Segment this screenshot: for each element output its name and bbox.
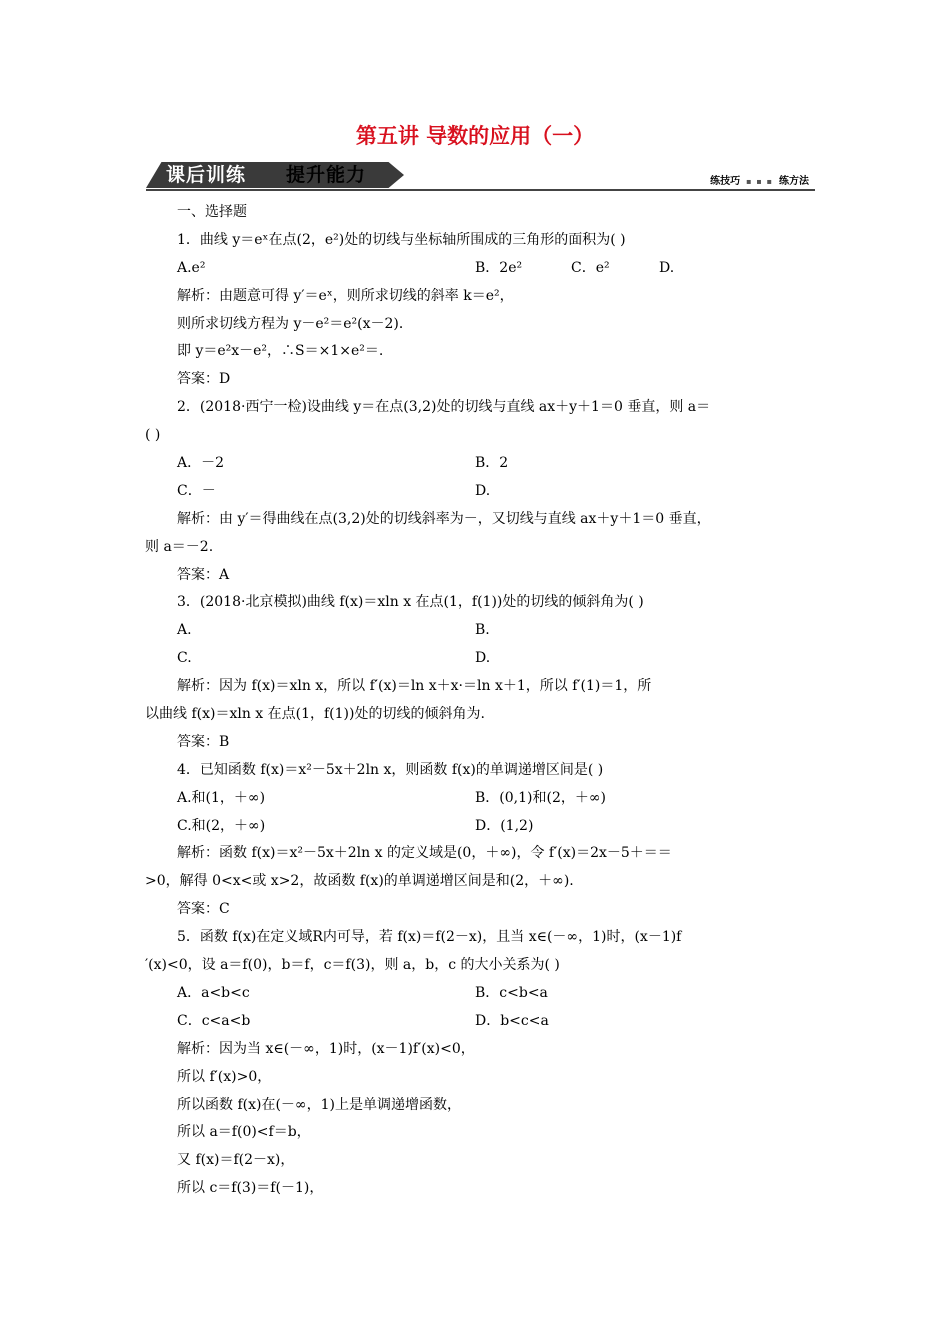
text-line: 1．曲线 y＝eˣ在点(2，e²)处的切线与坐标轴所围成的三角形的面积为( ) [177, 231, 626, 248]
banner-label: 课后训练 [166, 164, 247, 186]
option-choice: D. [659, 259, 675, 276]
text-line: 所以 c＝f(3)＝f(－1)， [177, 1180, 324, 1197]
text-line: 解析：因为当 x∈(－∞，1)时，(x－1)f′(x)<0， [177, 1040, 475, 1057]
option-choice: A．a<b<c [177, 984, 250, 1001]
option-choice: B. [475, 622, 490, 639]
option-row [145, 785, 815, 813]
text-line: 5．函数 f(x)在定义域R内可导，若 f(x)＝f(2－x)，且当 x∈(－∞，1)时，(x－1)f [177, 929, 682, 946]
text-line: 即 y＝e²x－e²，∴S＝×1×e²＝. [177, 343, 384, 360]
option-choice: C.和(2，＋∞) [177, 817, 266, 834]
option-choice: A. [177, 622, 192, 639]
option-choice: B．(0,1)和(2，＋∞) [475, 789, 606, 806]
page-title: 第五讲 导数的应用（一） [355, 124, 595, 148]
option-choice: C．e² [571, 259, 610, 276]
banner-motto-right: 练方法 [779, 176, 809, 187]
option-choice: B．2e² [475, 259, 523, 276]
text-line: 解析：由题意可得 y′＝eˣ，则所求切线的斜率 k＝e²， [177, 287, 514, 304]
text-line: 3．(2018·北京模拟)曲线 f(x)＝xln x 在点(1，f(1))处的切线的倾斜角为( ) [177, 594, 644, 611]
option-row [145, 478, 815, 506]
option-choice: D. [475, 482, 491, 499]
option-row [145, 645, 815, 673]
option-row [145, 1008, 815, 1036]
option-choice: C．c<a<b [177, 1012, 251, 1029]
text-line: 解析：因为 f(x)＝xln x，所以 f′(x)＝ln x＋x·＝ln x＋1，所以 f′(1)＝1，所 [177, 678, 652, 695]
banner-dots: ▪ ▪ ▪ [746, 177, 773, 186]
option-row [145, 255, 815, 283]
text-line: 解析：由 y′＝得曲线在点(3,2)处的切线斜率为－，又切线与直线 ax＋y＋1＝0 垂直， [177, 510, 711, 527]
text-line: ( ) [145, 427, 161, 444]
banner-subtitle: 提升能力 [286, 164, 367, 186]
option-choice: C．－ [177, 482, 216, 499]
option-choice: C. [177, 650, 192, 667]
text-line: ′(x)<0，设 a＝f(0)，b＝f，c＝f(3)，则 a，b，c 的大小关系为( ) [145, 957, 560, 974]
section-banner [140, 160, 815, 192]
option-row [145, 813, 815, 841]
option-choice: D．(1,2) [475, 817, 534, 834]
option-row [145, 450, 815, 478]
option-choice: D．b<c<a [475, 1012, 549, 1029]
text-line: 又 f(x)＝f(2－x)， [177, 1152, 295, 1169]
banner-motto [710, 172, 809, 187]
option-choice: A.和(1，＋∞) [177, 789, 266, 806]
option-row [145, 617, 815, 645]
option-choice: D. [475, 650, 491, 667]
banner-motto-left: 练技巧 [710, 176, 741, 187]
option-row [145, 980, 815, 1008]
text-line: >0，解得 0<x<或 x>2，故函数 f(x)的单调递增区间是和(2，＋∞). [145, 873, 574, 890]
banner-rule [146, 189, 815, 191]
option-choice: A.e² [177, 259, 206, 276]
option-choice: B．2 [475, 455, 509, 472]
option-choice: B．c<b<a [475, 984, 548, 1001]
text-line: 所以 a＝f(0)<f＝b， [177, 1124, 311, 1141]
text-line: 解析：函数 f(x)＝x²－5x＋2ln x 的定义域是(0，＋∞)，令 f′(x)＝2x－5＋＝＝ [177, 845, 672, 862]
option-choice: A．－2 [177, 455, 225, 472]
text-line: 答案：B [177, 733, 230, 750]
text-line: 则 a＝－2. [145, 538, 214, 555]
text-line: 4．已知函数 f(x)＝x²－5x＋2ln x，则函数 f(x)的单调递增区间是( ) [177, 761, 604, 778]
text-line: 所以函数 f(x)在(－∞，1)上是单调递增函数， [177, 1096, 461, 1113]
text-line: 则所求切线方程为 y－e²＝e²(x－2)． [177, 315, 413, 332]
text-line: 以曲线 f(x)＝xln x 在点(1，f(1))处的切线的倾斜角为. [145, 706, 485, 723]
text-line: 答案：A [177, 566, 230, 583]
text-line: 2．(2018·西宁一检)设曲线 y＝在点(3,2)处的切线与直线 ax＋y＋1＝0 垂直，则 a＝ [177, 399, 711, 416]
text-line: 答案：D [177, 371, 231, 388]
text-line: 答案：C [177, 901, 230, 918]
text-line: 所以 f′(x)>0， [177, 1068, 272, 1085]
text-line: 一、选择题 [177, 204, 247, 220]
exercise-content [145, 199, 815, 1203]
